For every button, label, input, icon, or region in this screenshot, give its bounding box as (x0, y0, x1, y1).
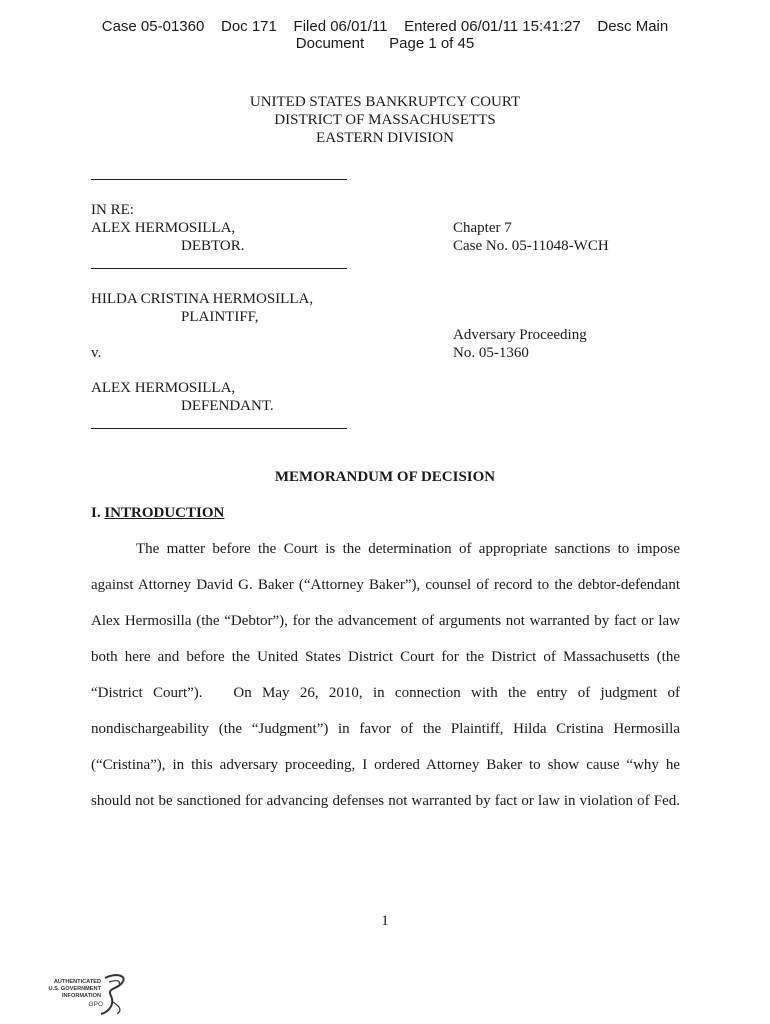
body-paragraph (91, 540, 680, 828)
section-title: INTRODUCTION (104, 505, 225, 521)
section-number: I. (91, 505, 101, 521)
caption-rule-bottom (91, 428, 347, 429)
body-line: should not be sanctioned for advancing defenses not warranted by fact or law in violation of Fed. (91, 793, 680, 809)
court-name: UNITED STATES BANKRUPTCY COURT (249, 94, 521, 110)
caption-rule-top (91, 179, 347, 180)
filing-header-line2: Document Page 1 of 45 (295, 35, 475, 52)
seal-text-line4: GPO (88, 1001, 103, 1008)
court-division: EASTERN DIVISION (316, 130, 454, 146)
caption-plaintiff-name: HILDA CRISTINA HERMOSILLA, (91, 291, 314, 307)
caption-versus: v. (91, 345, 102, 361)
page-number: 1 (381, 913, 389, 929)
body-line: both here and before the United States District Court for the District of Massachusetts (the (91, 649, 680, 665)
filing-header-line1: Case 05-01360 Doc 171 Filed 06/01/11 Entered 06/01/11 15:41:27 Desc Main (101, 18, 669, 35)
caption-debtor-role: DEBTOR. (181, 238, 245, 254)
document-title: MEMORANDUM OF DECISION (274, 469, 496, 485)
caption-adversary-line1: Adversary Proceeding (453, 327, 587, 343)
body-line: “District Court”). On May 26, 2010, in connection with the entry of judgment of (91, 685, 680, 701)
caption-case-number: Case No. 05-11048-WCH (453, 238, 609, 254)
body-line: (“Cristina”), in this adversary proceeding, I ordered Attorney Baker to show cause “why he (91, 757, 680, 773)
court-district: DISTRICT OF MASSACHUSETTS (274, 112, 496, 128)
caption-defendant-name: ALEX HERMOSILLA, (91, 380, 236, 396)
body-line: Alex Hermosilla (the “Debtor”), for the advancement of arguments not warranted by fact or law (91, 613, 680, 629)
caption-chapter: Chapter 7 (453, 220, 512, 236)
gpo-authentication-seal-icon (45, 972, 129, 1016)
body-line: The matter before the Court is the determination of appropriate sanctions to impose (136, 541, 680, 557)
caption-rule-middle (91, 268, 347, 269)
caption-plaintiff-role: PLAINTIFF, (181, 309, 259, 325)
caption-in-re: IN RE: (91, 202, 134, 218)
seal-text-line1: AUTHENTICATED (53, 979, 101, 985)
body-line: against Attorney David G. Baker (“Attorney Baker”), counsel of record to the debtor-defendant (91, 577, 680, 593)
caption-adversary-line2: No. 05-1360 (453, 345, 529, 361)
caption-defendant-role: DEFENDANT. (181, 398, 274, 414)
seal-text-line2: U.S. GOVERNMENT (48, 986, 101, 992)
seal-text-line3: INFORMATION (61, 993, 101, 999)
caption-debtor-name: ALEX HERMOSILLA, (91, 220, 236, 236)
section-heading (91, 504, 224, 522)
body-line: nondischargeability (the “Judgment”) in favor of the Plaintiff, Hilda Cristina Hermosilla (91, 721, 680, 737)
